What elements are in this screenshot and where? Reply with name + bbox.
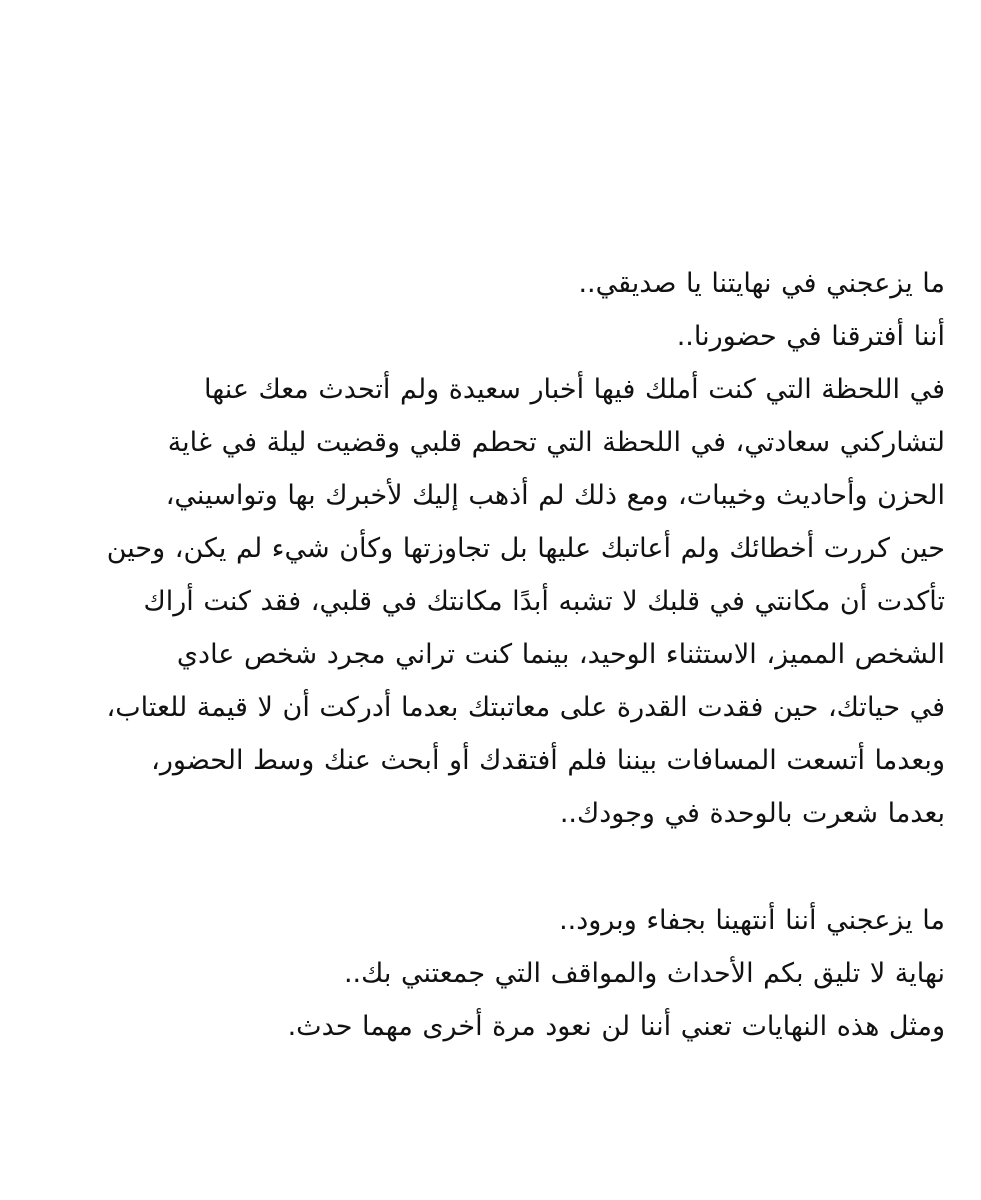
text-line: نهاية لا تليق بكم الأحداث والمواقف التي جمعتني بك.. — [343, 958, 945, 989]
text-line: ما يزعجني أننا أنتهينا بجفاء وبرود.. — [559, 905, 945, 936]
text-line: بعدما شعرت بالوحدة في وجودك.. — [559, 798, 945, 829]
text-line: لتشاركني سعادتي، في اللحظة التي تحطم قلبي وقضيت ليلة في غاية — [167, 427, 945, 458]
text-line: الحزن وأحاديث وخيبات، ومع ذلك لم أذهب إليك لأخبرك بها وتواسيني، — [165, 480, 945, 511]
text-line: ومثل هذه النهايات تعني أننا لن نعود مرة أخرى مهما حدث. — [287, 1011, 945, 1042]
paragraph-1 — [62, 257, 945, 840]
text-line: في اللحظة التي كنت أملك فيها أخبار سعيدة ولم أتحدث معك عنها — [204, 374, 945, 405]
text-line: حين كررت أخطائك ولم أعاتبك عليها بل تجاوزتها وكأن شيء لم يكن، وحين — [106, 533, 945, 564]
paragraph-2 — [62, 894, 945, 1053]
text-line: ما يزعجني في نهايتنا يا صديقي.. — [578, 268, 945, 299]
text-line: الشخص المميز، الاستثناء الوحيد، بينما كنت تراني مجرد شخص عادي — [176, 639, 945, 670]
text-line: أننا أفترقنا في حضورنا.. — [676, 321, 945, 352]
text-line: وبعدما أتسعت المسافات بيننا فلم أفتقدك أو أبحث عنك وسط الحضور، — [151, 745, 945, 776]
text-line: في حياتك، حين فقدت القدرة على معاتبتك بعدما أدركت أن لا قيمة للعتاب، — [106, 692, 945, 723]
text-line: تأكدت أن مكانتي في قلبك لا تشبه أبدًا مكانتك في قلبي، فقد كنت أراك — [143, 586, 945, 617]
